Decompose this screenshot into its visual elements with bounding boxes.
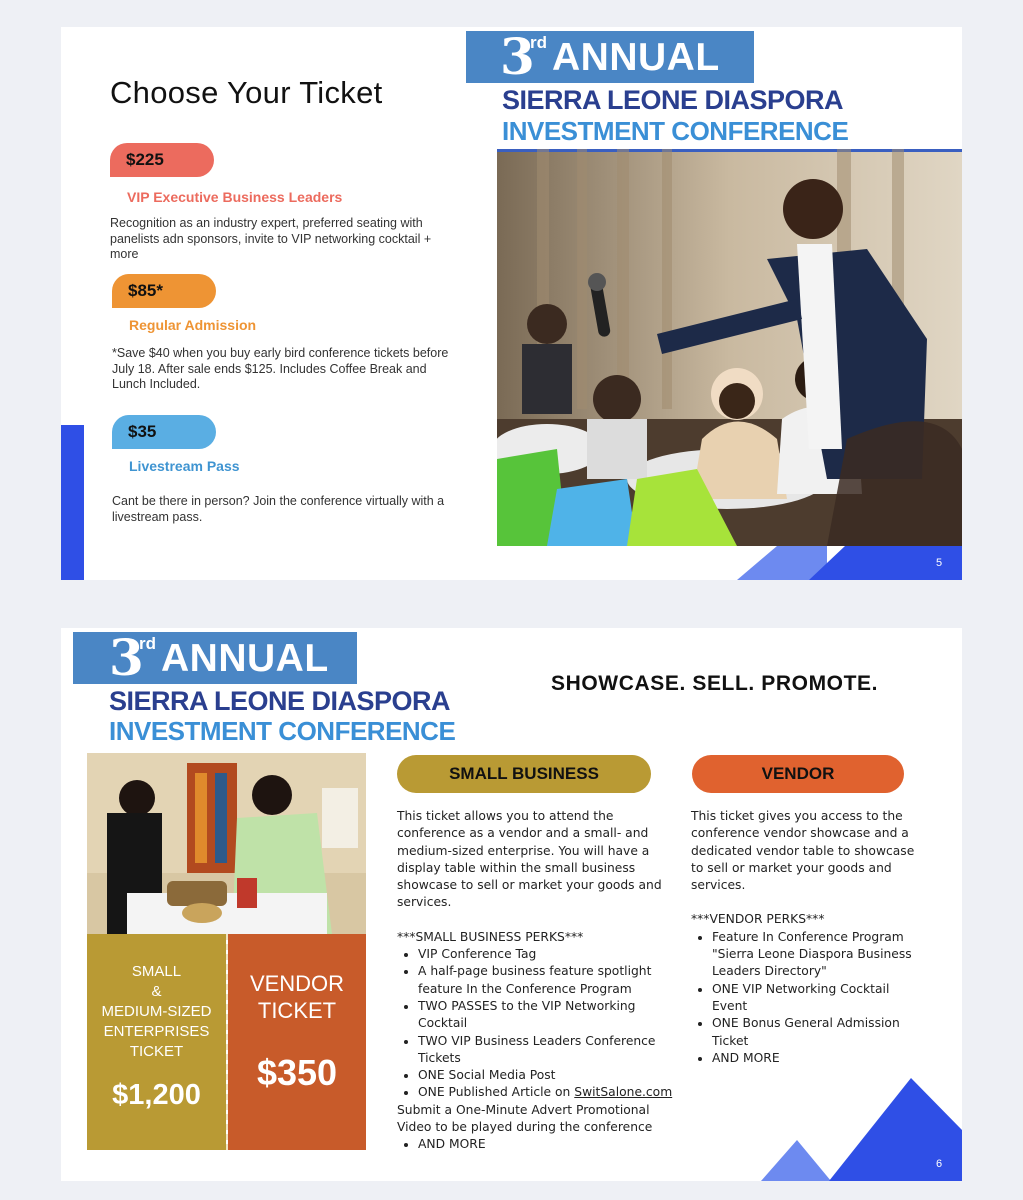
price-livestream: $35 bbox=[128, 422, 157, 441]
list-item: • Feature In Conference Program "Sierra Leone Diaspora Business Leaders Directory" bbox=[712, 929, 916, 981]
list-item: • ONE Bonus General Admission Ticket bbox=[712, 1015, 916, 1050]
list-item: • A half-page business feature spotlight feature In the Conference Program bbox=[418, 963, 682, 998]
vendor-card-price: $350 bbox=[256, 1052, 338, 1093]
small-business-more-list bbox=[397, 1136, 682, 1153]
list-item: • AND MORE bbox=[418, 1136, 682, 1153]
banner-number: 3 bbox=[500, 27, 535, 86]
sme-card-price: $1,200 bbox=[112, 1079, 201, 1111]
price-tag-vip bbox=[110, 143, 214, 177]
tier-name-vip: VIP Executive Business Leaders bbox=[127, 189, 343, 205]
sme-card-line5: TICKET bbox=[129, 1043, 184, 1060]
corner-decoration bbox=[761, 1078, 962, 1181]
tier-name-regular: Regular Admission bbox=[129, 317, 257, 333]
vendor-details bbox=[691, 808, 916, 1067]
small-business-details bbox=[397, 808, 682, 1154]
banner-word: ANNUAL bbox=[161, 637, 329, 680]
list-item: • TWO VIP Business Leaders Conference Tickets bbox=[418, 1033, 682, 1068]
vendor-perks-list bbox=[691, 929, 916, 1067]
page-number: 6 bbox=[936, 1158, 943, 1170]
vendor-perks-heading: ***VENDOR PERKS*** bbox=[691, 912, 825, 927]
conference-title-line1: SIERRA LEONE DIASPORA bbox=[502, 85, 844, 115]
tier-desc-regular: *Save $40 when you buy early bird conference tickets before July 18. After sale ends $125. Includes Coffee Break and Lunch Included. bbox=[112, 346, 449, 391]
list-item: • TWO PASSES to the VIP Networking Cocktail bbox=[418, 998, 682, 1033]
price-tag-livestream bbox=[112, 415, 216, 449]
banner-suffix: rd bbox=[139, 634, 156, 653]
slogan: SHOWCASE. SELL. PROMOTE. bbox=[551, 672, 879, 695]
tier-name-livestream: Livestream Pass bbox=[129, 458, 240, 474]
small-business-perks-list bbox=[397, 946, 682, 1102]
accent-bar bbox=[61, 425, 84, 580]
vendor-card-line1: VENDOR bbox=[249, 971, 345, 996]
list-item: • AND MORE bbox=[712, 1050, 916, 1067]
banner-suffix: rd bbox=[530, 33, 547, 52]
small-business-intro: This ticket allows you to attend the conference as a vendor and a small- and medium-sized enterprise. You will have a display table within the small business showcase to sell or market your goods and services. bbox=[397, 809, 662, 910]
banner-word: ANNUAL bbox=[552, 36, 720, 79]
choose-ticket-heading: Choose Your Ticket bbox=[110, 75, 383, 110]
vendor-intro: This ticket gives you access to the conference vendor showcase and a dedicated vendor table to showcase to sell or market your goods and services. bbox=[691, 809, 915, 893]
sme-card-line1: SMALL bbox=[131, 963, 182, 980]
list-item bbox=[418, 1084, 682, 1101]
vendor-pill: VENDOR bbox=[692, 755, 904, 793]
vendor-card-line2: TICKET bbox=[257, 998, 337, 1023]
price-vip: $225 bbox=[126, 150, 164, 169]
page-number: 5 bbox=[936, 557, 943, 569]
sme-card-line2: & bbox=[151, 983, 162, 1000]
vendor-ticket-card bbox=[228, 934, 366, 1150]
conference-title-line1: SIERRA LEONE DIASPORA bbox=[109, 686, 451, 716]
price-regular: $85* bbox=[128, 281, 163, 300]
sme-ticket-card bbox=[87, 934, 226, 1150]
annual-banner bbox=[466, 27, 754, 86]
tier-desc-vip: Recognition as an industry expert, preferred seating with panelists adn sponsors, invite to VIP networking cocktail + more bbox=[110, 216, 432, 261]
vendor-showcase-photo bbox=[87, 753, 366, 934]
switsalone-link[interactable]: SwitSalone.com bbox=[574, 1085, 673, 1100]
sme-card-line4: ENTERPRISES bbox=[103, 1023, 210, 1040]
list-item: • ONE Social Media Post bbox=[418, 1067, 682, 1084]
small-business-extra: Submit a One-Minute Advert Promotional Video to be played during the conference bbox=[397, 1102, 653, 1135]
price-tag-regular bbox=[112, 274, 216, 308]
list-item: • VIP Conference Tag bbox=[418, 946, 682, 963]
article-prefix: ONE Published Article on bbox=[418, 1085, 575, 1100]
list-item: • ONE VIP Networking Cocktail Event bbox=[712, 981, 916, 1016]
small-business-perks-heading: ***SMALL BUSINESS PERKS*** bbox=[397, 929, 584, 944]
annual-banner bbox=[73, 628, 357, 687]
conference-title-line2: INVESTMENT CONFERENCE bbox=[502, 116, 849, 146]
slide-6 bbox=[61, 628, 962, 1181]
banner-number: 3 bbox=[109, 628, 144, 687]
conference-speaker-photo bbox=[497, 149, 962, 546]
sme-card-line3: MEDIUM-SIZED bbox=[101, 1003, 212, 1020]
small-business-pill: SMALL BUSINESS bbox=[397, 755, 651, 793]
tier-desc-livestream: Cant be there in person? Join the conference virtually with a livestream pass. bbox=[112, 494, 445, 524]
corner-decoration bbox=[737, 546, 962, 580]
conference-title-line2: INVESTMENT CONFERENCE bbox=[109, 716, 456, 746]
slide-5 bbox=[61, 27, 962, 580]
